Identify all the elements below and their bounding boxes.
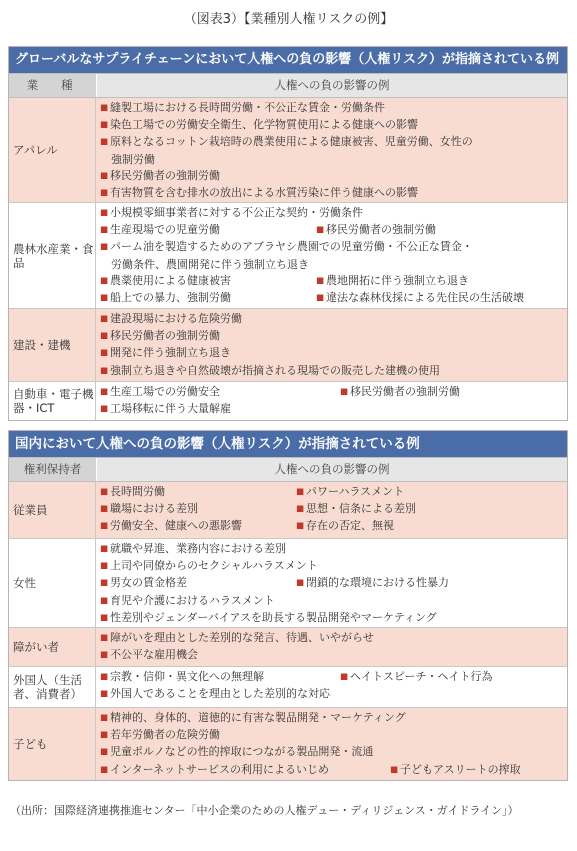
row-category: 女性 bbox=[9, 539, 96, 627]
impact-list bbox=[96, 539, 567, 627]
table-header bbox=[9, 73, 567, 98]
list-item: ■ 児童ポルノなどの性的搾取につながる製品開発・流通 bbox=[100, 745, 374, 759]
list-item-pair: ■ 生産工場での労働安全 ■ 移民労働者の強制労働 bbox=[100, 385, 461, 398]
bullet-icon: ■ bbox=[316, 275, 325, 286]
table-row bbox=[9, 628, 567, 667]
list-item: ■ 有害物質を含む排水の放出による水質汚染に伴う健康への影響 bbox=[100, 186, 419, 200]
bullet-icon: ■ bbox=[340, 387, 349, 397]
list-item: ■ 育児や介護におけるハラスメント bbox=[100, 593, 275, 607]
bullet-icon: ■ bbox=[100, 730, 109, 741]
bullet-icon: ■ bbox=[100, 650, 109, 661]
row-category: 農林水産業・食品 bbox=[9, 203, 96, 308]
bullet-icon: ■ bbox=[100, 275, 109, 286]
bullet-icon: ■ bbox=[100, 764, 109, 775]
row-category: 障がい者 bbox=[9, 628, 96, 666]
bullet-icon: ■ bbox=[100, 242, 109, 253]
bullet-icon: ■ bbox=[100, 578, 109, 589]
table-row bbox=[9, 309, 567, 382]
bullet-icon: ■ bbox=[316, 293, 325, 304]
source-note: （出所：国際経済連携推進センター「中小企業のための人権デュー・ディリジェンス・ガイドライン」） bbox=[10, 804, 519, 817]
column-header-rights-holder: 権利保持者 bbox=[9, 458, 96, 481]
bullet-icon: ■ bbox=[100, 561, 109, 572]
list-item: ■ 工場移転に伴う大量解雇 bbox=[100, 402, 232, 416]
bullet-icon: ■ bbox=[100, 487, 109, 497]
domestic-risk-table bbox=[8, 430, 568, 781]
bullet-icon: ■ bbox=[100, 504, 109, 515]
bullet-icon: ■ bbox=[100, 208, 109, 218]
bullet-icon: ■ bbox=[100, 365, 109, 376]
bullet-icon: ■ bbox=[100, 120, 109, 131]
bullet-icon: ■ bbox=[100, 672, 109, 682]
global-supply-chain-table bbox=[8, 46, 568, 421]
impact-list bbox=[96, 708, 567, 780]
bullet-icon: ■ bbox=[100, 689, 109, 700]
bullet-icon: ■ bbox=[296, 487, 305, 497]
list-item-pair: ■ 船上での暴力、強制労働 ■ 違法な森林伐採による先住民の生活破壊 bbox=[100, 291, 525, 305]
bullet-icon: ■ bbox=[100, 331, 109, 342]
list-item-pair: ■ 男女の賃金格差 ■ 閉鎖的な環境における性暴力 bbox=[100, 576, 450, 590]
list-item-pair: ■ 労働安全、健康への悪影響 ■ 存在の否定、無視 bbox=[100, 519, 395, 533]
column-header-impact: 人権への負の影響の例 bbox=[96, 74, 567, 97]
table-row bbox=[9, 382, 567, 420]
bullet-icon: ■ bbox=[100, 713, 109, 723]
impact-list bbox=[96, 309, 567, 381]
bullet-icon: ■ bbox=[100, 103, 109, 113]
table-row bbox=[9, 539, 567, 628]
impact-list bbox=[96, 203, 567, 308]
table-header bbox=[9, 457, 567, 482]
bullet-icon: ■ bbox=[100, 404, 109, 415]
bullet-icon: ■ bbox=[100, 612, 109, 623]
table-row bbox=[9, 482, 567, 539]
bullet-icon: ■ bbox=[100, 387, 109, 397]
bullet-icon: ■ bbox=[100, 348, 109, 359]
bullet-icon: ■ bbox=[296, 504, 305, 515]
bullet-icon: ■ bbox=[296, 578, 305, 589]
row-category: 子ども bbox=[9, 708, 96, 780]
impact-list bbox=[96, 628, 567, 666]
section-banner: 国内において人権への負の影響（人権リスク）が指摘されている例 bbox=[9, 431, 567, 457]
list-item: ■ パーム油を製造するためのアブラヤシ農園での児童労働・不公正な賃金・ bbox=[100, 240, 473, 254]
list-item: ■ 原料となるコットン栽培時の農業使用による健康被害、児童労働、女性の bbox=[100, 135, 473, 149]
list-item: ■ 障がいを理由とした差別的な発言、待遇、いやがらせ bbox=[100, 631, 374, 644]
table-row bbox=[9, 98, 567, 203]
table-row bbox=[9, 708, 567, 780]
bullet-icon: ■ bbox=[340, 672, 349, 682]
row-category: 建設・建機 bbox=[9, 309, 96, 381]
bullet-icon: ■ bbox=[100, 293, 109, 304]
bullet-icon: ■ bbox=[100, 314, 109, 324]
bullet-icon: ■ bbox=[296, 521, 305, 532]
bullet-icon: ■ bbox=[100, 521, 109, 532]
bullet-icon: ■ bbox=[100, 633, 109, 643]
bullet-icon: ■ bbox=[100, 170, 109, 181]
list-item: ■ 強制立ち退きや自然破壊が指摘される現場での販売した建機の使用 bbox=[100, 363, 441, 377]
impact-list bbox=[96, 667, 567, 707]
list-item: ■ 外国人であることを理由とした差別的な対応 bbox=[100, 687, 331, 701]
section-banner: グローバルなサプライチェーンにおいて人権への負の影響（人権リスク）が指摘されている例 bbox=[9, 47, 567, 73]
bullet-icon: ■ bbox=[100, 188, 109, 199]
table-row bbox=[9, 667, 567, 708]
column-header-impact: 人権への負の影響の例 bbox=[96, 458, 567, 481]
row-category: 従業員 bbox=[9, 482, 96, 538]
list-item: ■ 小規模零細事業者に対する不公正な契約・労働条件 bbox=[100, 206, 364, 219]
list-item: ■ 開発に伴う強制立ち退き bbox=[100, 346, 232, 360]
list-item: ■ 精神的、身体的、道徳的に有害な製品開発・マーケティング bbox=[100, 711, 406, 724]
bullet-icon: ■ bbox=[100, 544, 109, 554]
bullet-icon: ■ bbox=[100, 137, 109, 148]
bullet-icon: ■ bbox=[100, 747, 109, 758]
list-item-pair: ■ 職場における差別 ■ 思想・信条による差別 bbox=[100, 502, 417, 516]
list-item: ■ 不公平な雇用機会 bbox=[100, 648, 199, 662]
table-row bbox=[9, 203, 567, 309]
bullet-icon: ■ bbox=[100, 225, 109, 236]
impact-list bbox=[96, 98, 567, 202]
list-item-pair: ■ 生産現場での児童労働 ■ 移民労働者の強制労働 bbox=[100, 223, 437, 237]
list-item: ■ 性差別やジェンダーバイアスを助長する製品開発やマーケティング bbox=[100, 610, 437, 624]
list-item: ■ 染色工場での労働安全衛生、化学物質使用による健康への影響 bbox=[100, 118, 419, 132]
list-item-pair: ■ 農薬使用による健康被害 ■ 農地開拓に伴う強制立ち退き bbox=[100, 273, 470, 287]
row-category: 自動車・電子機器・ICT bbox=[9, 382, 96, 420]
bullet-icon: ■ bbox=[316, 225, 325, 236]
list-item-pair: ■ 長時間労働 ■ パワーハラスメント bbox=[100, 485, 405, 498]
list-item: ■ 若年労働者の危険労働 bbox=[100, 728, 221, 742]
impact-list bbox=[96, 382, 567, 420]
bullet-icon: ■ bbox=[100, 595, 109, 606]
list-item-pair: ■ インターネットサービスの利用によるいじめ ■ 子どもアスリートの搾取 bbox=[100, 762, 521, 776]
column-header-industry: 業 種 bbox=[9, 74, 96, 97]
figure-title: （図表3）【業種別人権リスクの例】 bbox=[183, 12, 394, 27]
list-item: ■ 建設現場における危険労働 bbox=[100, 312, 243, 325]
list-item: ■ 上司や同僚からのセクシャルハラスメント bbox=[100, 559, 318, 573]
bullet-icon: ■ bbox=[390, 764, 399, 775]
list-item: ■ 移民労働者の強制労働 bbox=[100, 168, 221, 182]
list-item-continuation: 労働条件、農園開発に伴う強制立ち退き bbox=[111, 257, 309, 271]
list-item: ■ 就職や昇進、業務内容における差別 bbox=[100, 542, 287, 555]
list-item-pair: ■ 宗教・信仰・異文化への無理解 ■ ヘイトスピーチ・ヘイト行為 bbox=[100, 670, 493, 683]
list-item-continuation: 強制労働 bbox=[111, 152, 155, 166]
list-item: ■ 縫製工場における長時間労働・不公正な賃金・労働条件 bbox=[100, 101, 386, 114]
row-category: アパレル bbox=[9, 98, 96, 202]
row-category: 外国人（生活者、消費者） bbox=[9, 667, 96, 707]
list-item: ■ 移民労働者の強制労働 bbox=[100, 329, 221, 343]
impact-list bbox=[96, 482, 567, 538]
